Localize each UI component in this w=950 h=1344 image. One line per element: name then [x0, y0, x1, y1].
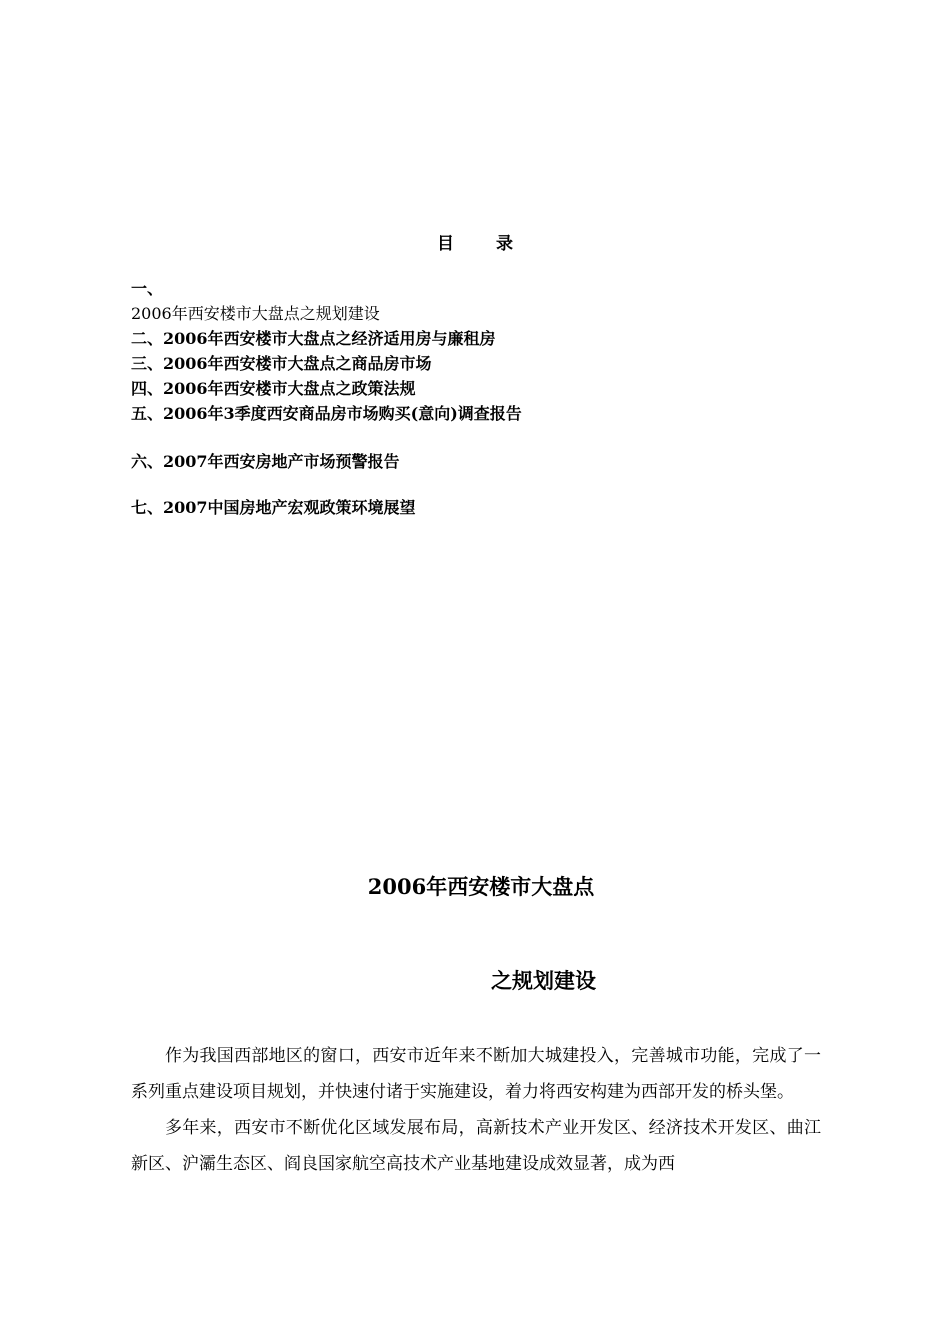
toc-item-6: 六、2007年西安房地产市场预警报告 [131, 452, 400, 471]
paragraph-1: 作为我国西部地区的窗口，西安市近年来不断加大城建投入，完善城市功能，完成了一系列重点建设项目规划，并快速付诸于实施建设，着力将西安构建为西部开发的桥头堡。 [131, 1046, 821, 1102]
toc-item-4: 四、2006年西安楼市大盘点之政策法规 [131, 379, 416, 398]
paragraph-2: 多年来，西安市不断优化区域发展布局，高新技术产业开发区、经济技术开发区、曲江新区、沪灞生态区、阎良国家航空高技术产业基地建设成效显著，成为西 [131, 1118, 821, 1174]
toc-title-right: 录 [496, 234, 513, 254]
toc-item-7: 七、2007中国房地产宏观政策环境展望 [131, 498, 416, 517]
section-title-line1: 2006年西安楼市大盘点 [367, 874, 595, 899]
section-title-line2: 之规划建设 [491, 968, 596, 993]
toc-item-3: 三、2006年西安楼市大盘点之商品房市场 [131, 354, 432, 373]
toc-item-1: 2006年西安楼市大盘点之规划建设 [131, 304, 380, 323]
toc-item-5: 五、2006年3季度西安商品房市场购买(意向)调查报告 [131, 404, 522, 423]
toc-title [0, 229, 950, 254]
toc-title-left: 目 [437, 234, 454, 254]
toc-item-2: 二、2006年西安楼市大盘点之经济适用房与廉租房 [131, 329, 496, 348]
section-body [131, 1038, 821, 1182]
toc-item-1-prefix: 一、 [131, 279, 164, 298]
